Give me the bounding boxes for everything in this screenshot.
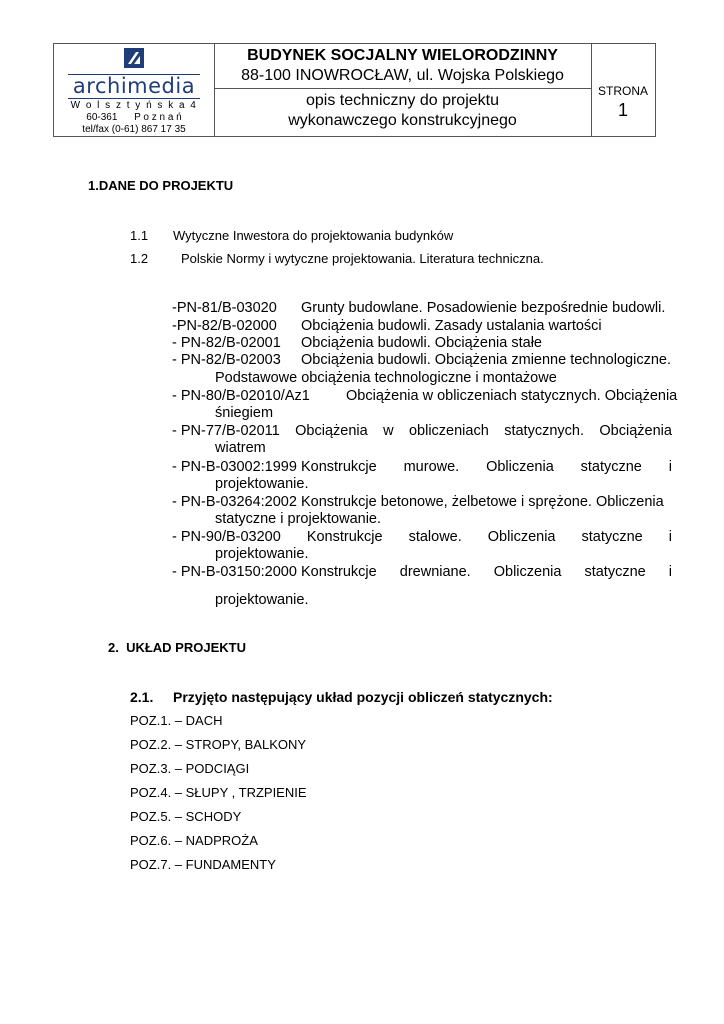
norm-7-cont: projektowanie. bbox=[215, 476, 309, 492]
position-item: POZ.5. – SCHODY bbox=[130, 809, 242, 824]
norm-7-line bbox=[172, 459, 672, 476]
norm-10-word: statyczne bbox=[584, 564, 646, 580]
norm-5-code: - PN-80/B-02010/Az1 bbox=[172, 388, 310, 404]
archimedia-logo-icon bbox=[124, 48, 144, 68]
norm-9-cont: projektowanie. bbox=[215, 546, 309, 562]
norm-9-word: stalowe. bbox=[408, 529, 462, 545]
item-1-2-num: 1.2 bbox=[130, 251, 149, 266]
norm-2-code: -PN-82/B-02000 bbox=[172, 318, 277, 334]
norm-3-code: - PN-82/B-02001 bbox=[172, 335, 281, 351]
logo-rule-bottom bbox=[68, 98, 200, 99]
page-number: 1 bbox=[617, 100, 628, 120]
norm-7-word: i bbox=[668, 459, 672, 475]
norm-6-line bbox=[172, 423, 672, 440]
item-1-1-num: 1.1 bbox=[130, 228, 149, 243]
norm-9-code: - PN-90/B-03200 bbox=[172, 529, 281, 545]
title-cell bbox=[214, 44, 592, 89]
norm-2-text: Obciążenia budowli. Zasady ustalania wartości bbox=[301, 318, 602, 334]
address-street: W o l s z t y ń s k a 4 bbox=[70, 100, 198, 111]
position-item: POZ.6. – NADPROŻA bbox=[130, 833, 258, 848]
item-1-1-text: Wytyczne Inwestora do projektowania budynków bbox=[173, 228, 454, 243]
project-location: 88-100 INOWROCŁAW, ul. Wojska Polskiego bbox=[241, 67, 564, 84]
norm-5-text: Obciążenia w obliczeniach statycznych. Obciążenia bbox=[346, 388, 678, 404]
position-item: POZ.1. – DACH bbox=[130, 713, 223, 728]
norm-7-word: murowe. bbox=[403, 459, 460, 475]
logo-cell bbox=[54, 44, 215, 136]
company-logo-text: archimedia bbox=[72, 74, 196, 98]
norm-8-line: - PN-B-03264:2002 Konstrukcje betonowe, żelbetowe i sprężone. Obliczenia bbox=[172, 494, 664, 510]
page-cell bbox=[591, 44, 655, 136]
project-title: BUDYNEK SOCJALNY WIELORODZINNY bbox=[247, 47, 558, 64]
norm-7-word: Obliczenia bbox=[486, 459, 554, 475]
norm-6-cont: wiatrem bbox=[215, 440, 266, 456]
norm-6-word: w bbox=[383, 423, 394, 439]
subtitle-cell bbox=[214, 88, 592, 136]
norm-3-text: Obciążenia budowli. Obciążenia stałe bbox=[301, 335, 542, 351]
norm-10-cont: projektowanie. bbox=[215, 592, 309, 608]
section2-heading: 2. UKŁAD PROJEKTU bbox=[108, 640, 246, 655]
norm-7-code: - PN-B-03002:1999 Konstrukcje bbox=[172, 459, 377, 475]
norm-4-text: Obciążenia budowli. Obciążenia zmienne technologiczne. bbox=[301, 352, 671, 368]
norm-9-word: i bbox=[668, 529, 672, 545]
norm-10-code: - PN-B-03150:2000 Konstrukcje bbox=[172, 564, 377, 580]
page-label: STRONA bbox=[597, 84, 648, 98]
norm-6-word: Obciążenia bbox=[599, 423, 672, 439]
position-item: POZ.3. – PODCIĄGI bbox=[130, 761, 250, 776]
norm-6-word: Obciążenia bbox=[295, 423, 368, 439]
address-city: 60-361 P o z n a ń bbox=[86, 112, 182, 123]
norm-1-text: Grunty budowlane. Posadowienie bezpośrednie budowli. bbox=[301, 300, 666, 316]
section2-1-text: Przyjęto następujący układ pozycji obliczeń statycznych: bbox=[173, 689, 553, 705]
position-item: POZ.7. – FUNDAMENTY bbox=[130, 857, 276, 872]
norm-4-cont: Podstawowe obciążenia technologiczne i montażowe bbox=[215, 370, 557, 386]
norm-6-code: - PN-77/B-02011 bbox=[172, 423, 280, 439]
address-phone: tel/fax (0-61) 867 17 35 bbox=[82, 124, 186, 135]
item-1-2-text: Polskie Normy i wytyczne projektowania. Literatura techniczna. bbox=[181, 251, 544, 266]
norm-9-word: Konstrukcje bbox=[306, 529, 383, 545]
doc-subtitle-2: wykonawczego konstrukcyjnego bbox=[288, 112, 517, 129]
section2-1-num: 2.1. bbox=[130, 689, 154, 705]
position-item: POZ.4. – SŁUPY , TRZPIENIE bbox=[130, 785, 307, 800]
position-item: POZ.2. – STROPY, BALKONY bbox=[130, 737, 307, 752]
norm-6-word: obliczeniach bbox=[408, 423, 489, 439]
norm-5-cont: śniegiem bbox=[215, 405, 274, 421]
doc-subtitle-1: opis techniczny do projektu bbox=[306, 92, 499, 109]
section1-heading: 1.DANE DO PROJEKTU bbox=[88, 178, 234, 193]
norm-9-line bbox=[172, 529, 672, 546]
norm-7-word: statyczne bbox=[580, 459, 642, 475]
norm-6-word: statycznych. bbox=[504, 423, 584, 439]
norm-10-word: drewniane. bbox=[399, 564, 471, 580]
norm-8-cont: statyczne i projektowanie. bbox=[215, 511, 382, 527]
norm-4-code: - PN-82/B-02003 bbox=[172, 352, 281, 368]
norm-9-word: Obliczenia bbox=[487, 529, 556, 545]
norm-1-code: -PN-81/B-03020 bbox=[172, 300, 277, 316]
norm-10-word: Obliczenia bbox=[493, 564, 562, 580]
norm-10-word: i bbox=[668, 564, 672, 580]
norm-10-line bbox=[172, 564, 672, 581]
norm-9-word: statyczne bbox=[581, 529, 643, 545]
header-table bbox=[53, 43, 656, 137]
